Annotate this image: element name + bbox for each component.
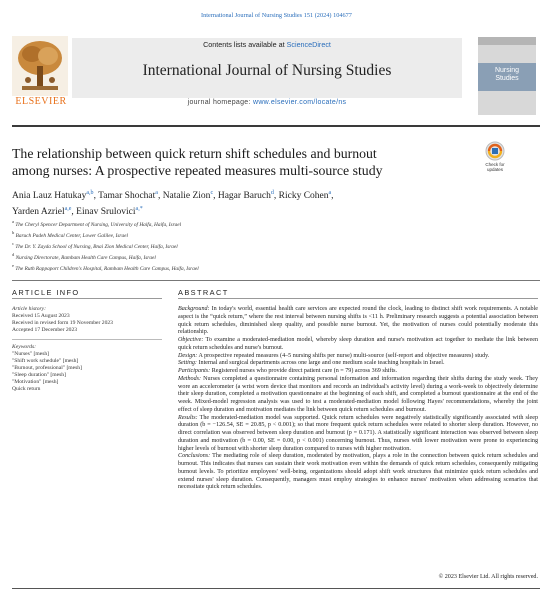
author-affiliation-mark[interactable]: a,e xyxy=(64,206,72,213)
homepage-prefix: journal homepage: xyxy=(187,99,253,106)
cover-title xyxy=(478,63,536,91)
keyword-item[interactable]: Quick return xyxy=(12,386,41,392)
header-divider xyxy=(12,125,540,127)
article-title-line1: The relationship between quick return shift schedules and burnout xyxy=(12,146,377,161)
homepage-link[interactable]: www.elsevier.com/locate/ns xyxy=(252,99,347,106)
author-separator: , xyxy=(213,191,218,202)
history-item: Received in revised form 19 November 2023 xyxy=(12,320,113,326)
abstract-section-label: Objective: xyxy=(178,337,204,343)
abstract-section-label: Background: xyxy=(178,306,210,312)
abstract-section-text: A prospective repeated measures (4–5 nursing shifts per nurse) multi-source (self-report and objective measures) study. xyxy=(197,352,490,359)
abstract-section-text: Nurses completed a questionnaire containing personal information and information regarding their shifts during the study week. They wore an accelerometer (a wrist worn device that monitors and records an individual's activity level) during a work-week to objectively determine their sleep duration, completed a motivation questionnaire at the beginning of each shift, and completed a burnout questionnaire at the end of the week. Mixed-model regression analysis was used to test a moderated-mediation model following Hayes' recommendations, whereby the joint effect of sleep duration and motivation mediates the link between quick return schedules and burnout. xyxy=(178,375,538,413)
history-list xyxy=(12,313,162,334)
author-separator: , xyxy=(273,191,279,202)
abstract-paragraph xyxy=(178,453,538,492)
author-affiliation-mark[interactable]: d xyxy=(270,190,274,196)
affiliation-list xyxy=(12,218,472,273)
check-line2: updates xyxy=(486,167,503,172)
affiliation-text: The Ruth Rappaport Children's Hospital, Rambam Health Care Campus, Haifa, Israel xyxy=(15,266,199,273)
contents-line xyxy=(72,40,462,49)
abstract-section-text: Internal and surgical departments across one large and one medium scale teaching hospitals in Israel. xyxy=(196,360,445,367)
abstract-section-text: The moderated-mediation model was supported. Quick return schedules were negatively statistically significantly associated with sleep duration (b = −126.54, SE = 20.85, p < 0.001); so that more frequent quick return schedules were related to shorter sleep duration. However, no direct correlation was observed between sleep duration and burnout (p = 0.171). A statistically significant interaction was observed between sleep duration and motivation (b = 0.00, SE = 0.00, p < 0.001) concerning burnout. Thus, nurses with lower motivation were prone to experiencing higher levels of burnout with shorter sleep duration compared to nurses with higher motivation. xyxy=(178,414,538,452)
keyword-item[interactable]: "Sleep duration" [mesh] xyxy=(12,372,66,378)
keyword-item[interactable]: "Burnout, professional" [mesh] xyxy=(12,365,82,371)
author-separator: , xyxy=(71,207,77,218)
history-item: Accepted 17 December 2023 xyxy=(12,327,78,333)
keyword-list xyxy=(12,351,162,393)
abstract-section-label: Results: xyxy=(178,414,198,421)
abstract-section-label: Setting: xyxy=(178,360,197,367)
elsevier-wordmark: ELSEVIER xyxy=(15,96,67,107)
sciencedirect-link[interactable]: ScienceDirect xyxy=(286,40,331,49)
affiliation-item xyxy=(12,240,472,251)
abstract-paragraph xyxy=(178,415,538,454)
article-info-panel xyxy=(12,306,162,393)
abstract-section-text: In today's world, essential health care services are expected round the clock, leading to distinct shift work requirements. A notable aspect is the “quick return,” where the rest interval between nursing shifts is <11 h. Preliminary research suggests a potential association between quick return schedules, diminished sleep quality, and possible nurse burnout. Yet, the motivation of nurses could potentially moderate this relationship. xyxy=(178,306,538,336)
cover-title-line1: Nursing xyxy=(494,67,520,74)
copyright-notice: © 2023 Elsevier Ltd. All rights reserved. xyxy=(438,574,538,580)
check-line1: Check for xyxy=(485,162,505,167)
author-affiliation-mark[interactable]: a,b xyxy=(86,190,94,196)
journal-homepage xyxy=(72,99,462,106)
cover-title-line2: Studies xyxy=(495,75,519,82)
author-separator: , xyxy=(93,191,99,202)
affiliation-mark: e xyxy=(12,263,14,269)
affiliation-text: Nursing Directorate, Rambam Health Care Campus, Haifa, Israel xyxy=(15,254,156,261)
keywords-label: Keywords: xyxy=(12,344,37,350)
abstract-rule xyxy=(178,298,538,299)
abstract-paragraph xyxy=(178,376,538,415)
journal-name[interactable]: International Journal of Nursing Studies xyxy=(142,62,392,79)
keyword-item[interactable]: "Shift work schedule" [mesh] xyxy=(12,358,79,364)
affiliation-item xyxy=(12,262,472,273)
affiliation-item xyxy=(12,229,472,240)
abstract-paragraph xyxy=(178,337,538,353)
journal-cover-thumbnail[interactable] xyxy=(478,37,536,115)
keyword-item[interactable]: "Nurses" [mesh] xyxy=(12,351,50,357)
abstract-paragraph xyxy=(178,306,538,337)
keyword-item[interactable]: "Motivation" [mesh] xyxy=(12,379,59,385)
abstract-section-label: Participants: xyxy=(178,368,211,374)
affiliation-item xyxy=(12,218,472,229)
footer-divider xyxy=(12,588,540,589)
affiliation-text: Baruch Padeh Medical Center, Lower Galilee, Israel xyxy=(15,232,128,239)
author-affiliation-mark[interactable]: a xyxy=(328,190,332,196)
contents-prefix: Contents lists available at xyxy=(203,40,287,49)
history-label: Article history: xyxy=(12,306,47,312)
abstract-section-label: Conclusions: xyxy=(178,453,211,460)
check-for-updates-label[interactable] xyxy=(470,162,520,172)
author-name[interactable]: Hagar Baruch xyxy=(217,191,271,202)
elsevier-tree-logo[interactable] xyxy=(12,36,68,96)
author-affiliation-mark[interactable]: a xyxy=(155,190,158,196)
cover-band xyxy=(478,37,536,45)
affiliation-mark: a xyxy=(12,219,14,224)
author-name[interactable]: Einav Srulovici xyxy=(76,207,136,218)
author-affiliation-mark[interactable]: a,* xyxy=(135,206,143,213)
abstract-section-text: Registered nurses who provide direct patient care (n = 79) across 369 shifts. xyxy=(210,368,398,374)
article-title-line2: among nurses: A prospective repeated measures multi-source study xyxy=(12,163,383,178)
abstract-section-text: To examine a moderated-mediation model, whereby sleep duration and nurse's motivation act together to mediate the link between quick return schedules and nurse's burnout. xyxy=(178,337,538,351)
affiliation-text: The Dr. Y. Zayda School of Nursing, Bnai Zion Medical Center, Haifa, Israel xyxy=(15,243,178,250)
abstract-heading: ABSTRACT xyxy=(178,288,229,297)
affiliation-text: The Cheryl Spencer Department of Nursing, University of Haifa, Haifa, Israel xyxy=(15,221,182,228)
abstract-body xyxy=(178,306,538,492)
abstract-paragraph xyxy=(178,368,538,376)
article-title xyxy=(12,145,452,179)
abstract-section-label: Design: xyxy=(178,352,198,359)
keywords-rule xyxy=(12,339,162,340)
affiliation-mark: b xyxy=(12,230,15,236)
abstract-section-label: Methods: xyxy=(178,375,202,382)
author-name[interactable]: Yarden Azriel xyxy=(12,207,65,218)
journal-citation[interactable]: International Journal of Nursing Studies 151 (2024) 104677 xyxy=(201,12,352,19)
affil-divider xyxy=(12,280,540,281)
article-info-heading: ARTICLE INFO xyxy=(12,288,80,297)
author-affiliation-mark[interactable]: c xyxy=(210,190,214,196)
abstract-paragraph xyxy=(178,360,538,368)
abstract-section-text: The mediating role of sleep duration, moderated by motivation, plays a role in the connection between quick return schedules and burnout. This indicates that nurses can sustain their work motivation even within the demands of quick return schedules, consequently mitigating burnout levels. To prioritize employees' well-being, organizations should adopt shift work structures that minimize quick return schedules and extend nurses' sleep duration. Consequently, managers must employ strategies to enhance nurses' motivation when addressing scenarios that necessitate quick return schedules. xyxy=(178,453,538,491)
author-list xyxy=(12,187,472,219)
affiliation-item xyxy=(12,251,472,262)
article-info-rule xyxy=(12,298,162,299)
author-name[interactable]: Ricky Cohen xyxy=(278,191,329,202)
author-name[interactable]: Tamar Shochat xyxy=(98,191,156,202)
author-separator: , xyxy=(157,191,163,202)
abstract-paragraph xyxy=(178,353,538,361)
author-name[interactable]: Ania Lauz Hatukay xyxy=(12,191,87,202)
affiliation-mark: c xyxy=(12,241,14,247)
author-name[interactable]: Natalie Zion xyxy=(162,191,211,202)
affiliation-mark: d xyxy=(12,252,15,258)
history-item: Received 15 August 2023 xyxy=(12,313,70,319)
author-separator: , xyxy=(331,191,334,202)
